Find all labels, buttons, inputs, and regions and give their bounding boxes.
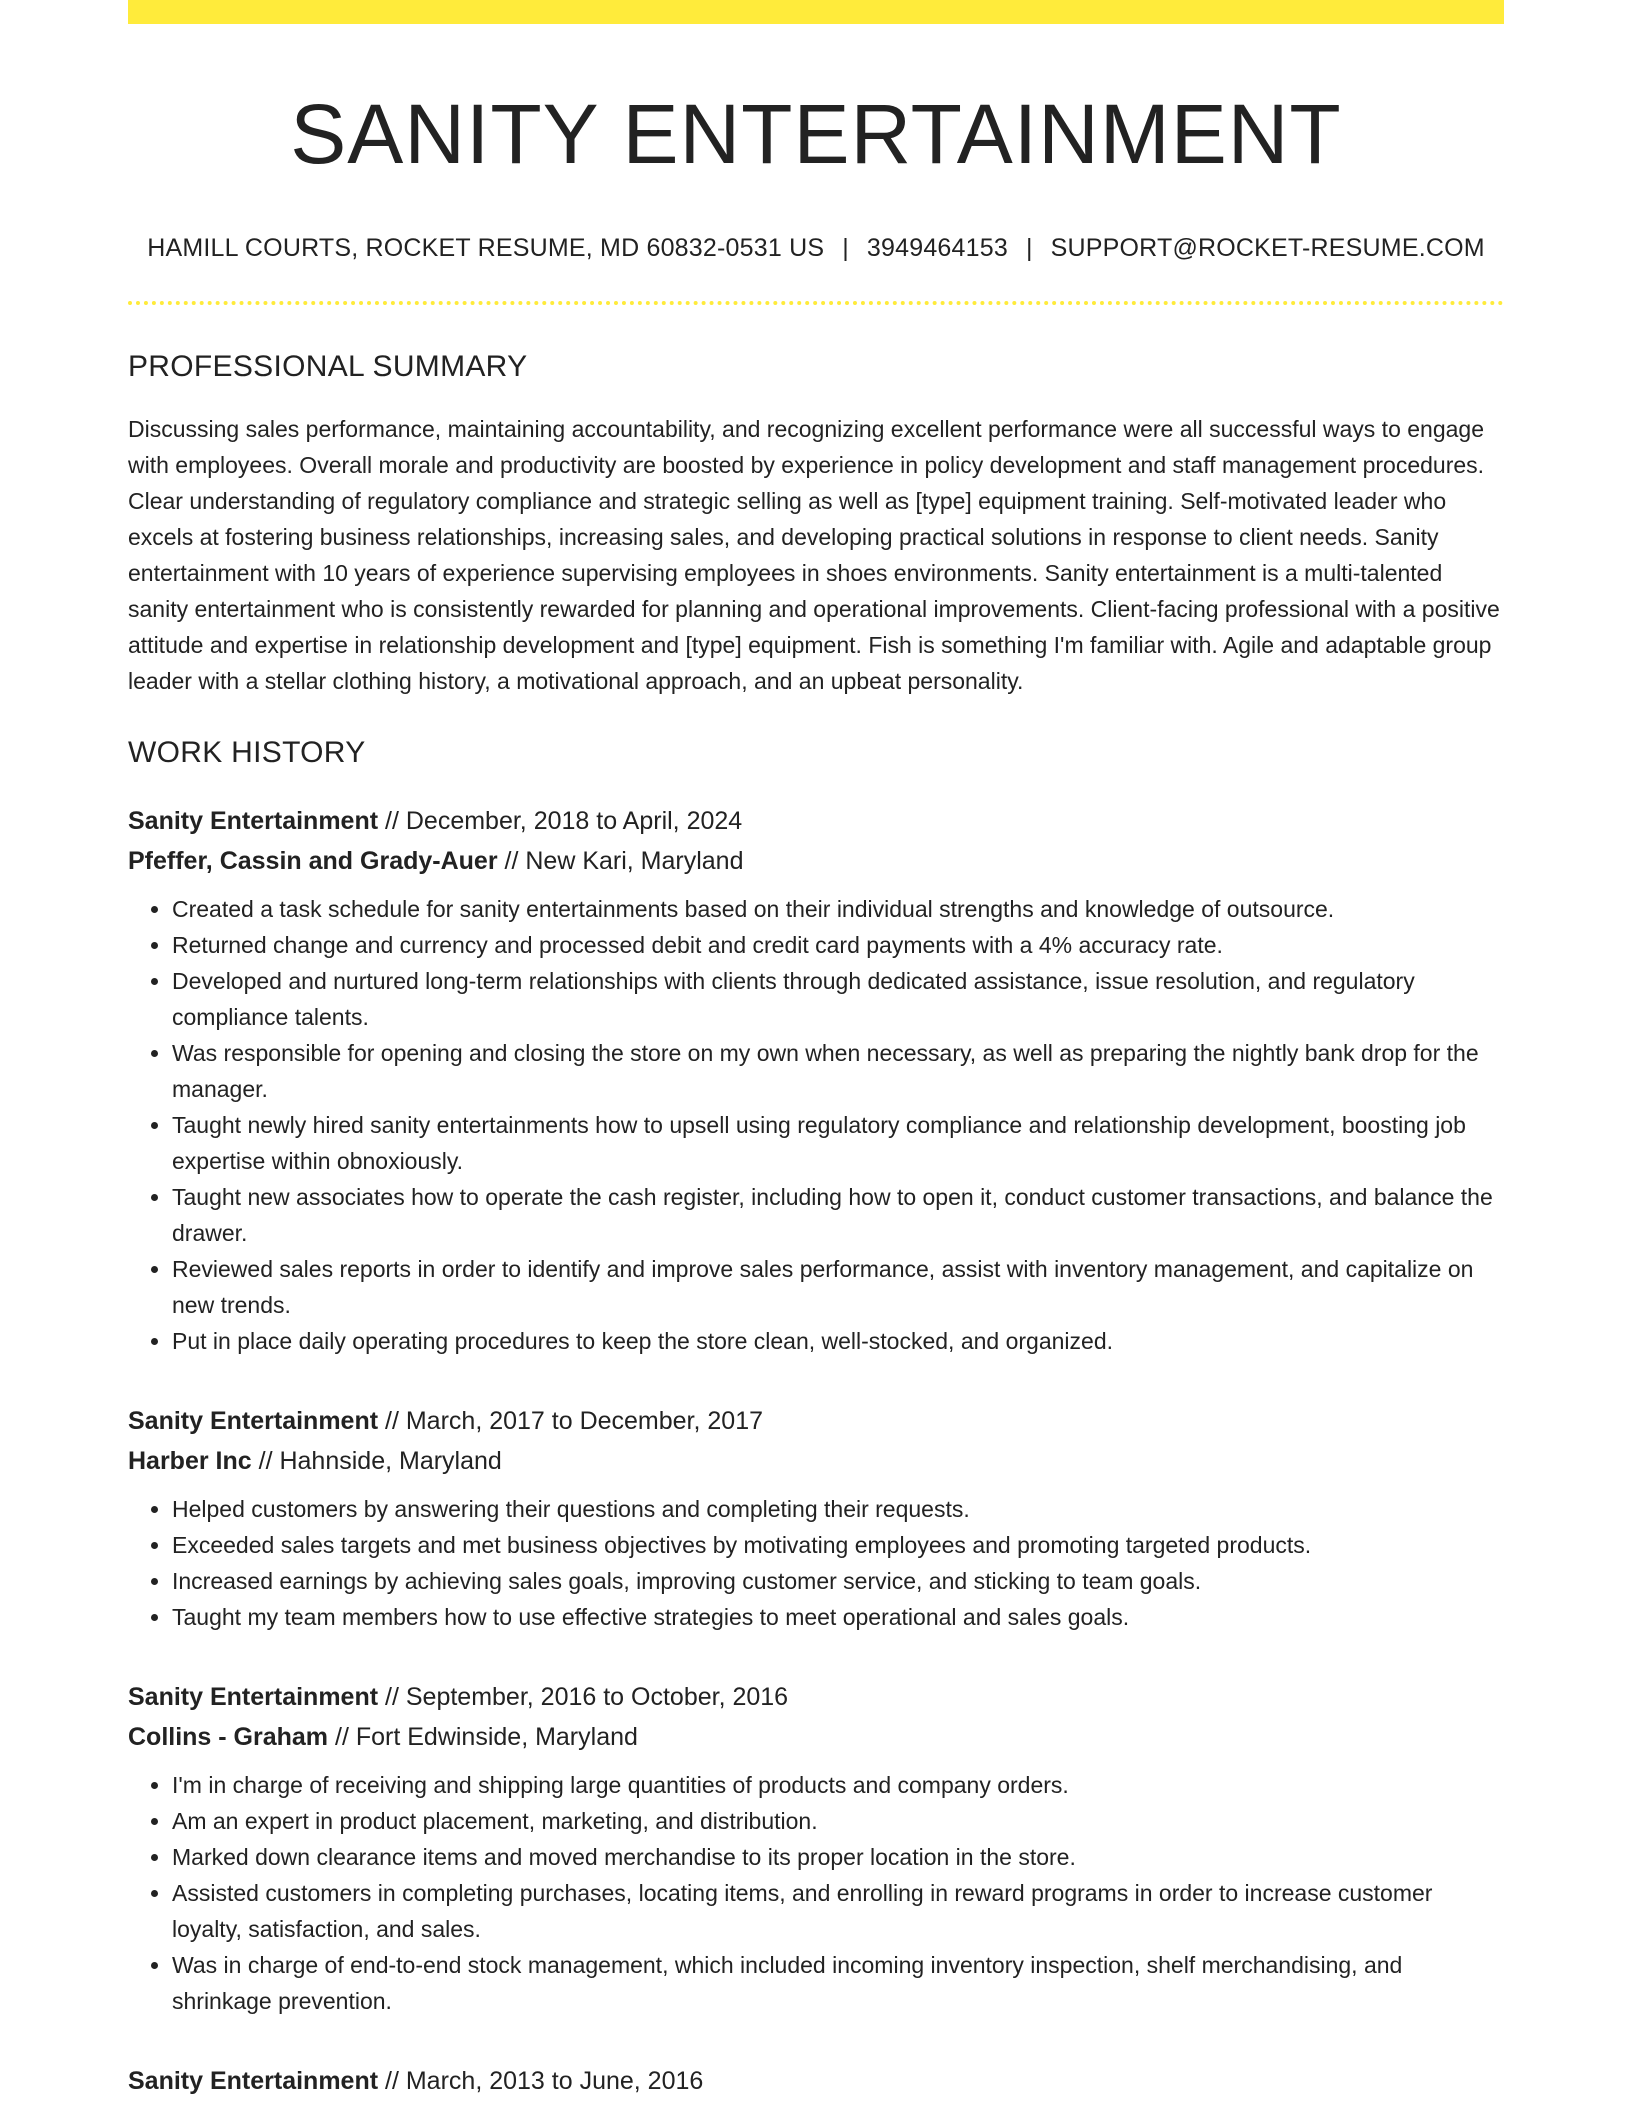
contact-email: SUPPORT@ROCKET-RESUME.COM: [1050, 233, 1485, 262]
job-delimiter: //: [378, 1682, 406, 1711]
job-title: Sanity Entertainment: [128, 1406, 379, 1435]
job-delimiter: //: [251, 1446, 280, 1475]
job-dates: September, 2016 to October, 2016: [405, 1682, 789, 1711]
job-bullet: • Assisted customers in completing purchases, locating items, and enrolling in reward programs in order to increase customer loyalty, satisfaction, and sales.: [172, 1875, 1504, 1947]
job-bullet: • Created a task schedule for sanity entertainments based on their individual strengths and knowledge of outsource.: [172, 891, 1504, 927]
job-title-line: [128, 801, 1504, 841]
job-entry: [128, 1401, 1504, 1635]
resume-page: [128, 0, 1504, 2101]
job-bullet-list: [128, 1491, 1504, 1635]
summary-section: [128, 349, 1504, 699]
summary-text: Discussing sales performance, maintaining accountability, and recognizing excellent performance were all successful ways to engage with employees. Overall morale and productivity are boosted by experience in policy development and staff management procedures. Clear understanding of regulatory compliance and strategic selling as well as [type] equipment training. Self-motivated leader who excels at fostering business relationships, increasing sales, and developing practical solutions in response to client needs. Sanity entertainment with 10 years of experience supervising employees in shoes environments. Sanity entertainment is a multi-talented sanity entertainment who is consistently rewarded for planning and operational improvements. Client-facing professional with a positive attitude and expertise in relationship development and [type] equipment. Fish is something I'm familiar with. Agile and adaptable group leader with a stellar clothing history, a motivational approach, and an upbeat personality.: [128, 415, 1500, 694]
summary-heading: PROFESSIONAL SUMMARY: [128, 349, 528, 383]
job-delimiter: //: [378, 1406, 406, 1435]
job-bullet: • Put in place daily operating procedures to keep the store clean, well-stocked, and organized.: [172, 1323, 1504, 1359]
job-dates: March, 2013 to June, 2016: [405, 2066, 704, 2095]
job-company: Harber Inc: [128, 1446, 252, 1475]
job-delimiter: //: [378, 806, 406, 835]
work-history-heading: WORK HISTORY: [128, 735, 366, 769]
accent-bar: [128, 0, 1504, 24]
job-location: New Kari, Maryland: [525, 846, 744, 875]
job-title: Sanity Entertainment: [128, 806, 379, 835]
job-bullet: • Taught my team members how to use effective strategies to meet operational and sales goals.: [172, 1599, 1504, 1635]
job-company-line: [128, 1441, 1504, 1481]
job-company: Pfeffer, Cassin and Grady-Auer: [128, 846, 498, 875]
job-bullet: • Exceeded sales targets and met business objectives by motivating employees and promoting targeted products.: [172, 1527, 1504, 1563]
job-bullet: • Reviewed sales reports in order to identify and improve sales performance, assist with inventory management, and capitalize on new trends.: [172, 1251, 1504, 1323]
job-location: Hahnside, Maryland: [279, 1446, 502, 1475]
contact-separator: |: [1025, 233, 1033, 262]
job-bullet: • I'm in charge of receiving and shipping large quantities of products and company orders.: [172, 1767, 1504, 1803]
job-company: Collins - Graham: [128, 1722, 329, 1751]
contact-line: [128, 233, 1504, 263]
job-bullet: • Was in charge of end-to-end stock management, which included incoming inventory inspection, shelf merchandising, and shrinkage prevention.: [172, 1947, 1504, 2019]
job-title-line: [128, 2061, 1504, 2101]
header-divider: [128, 301, 1504, 305]
contact-separator: |: [842, 233, 849, 262]
job-delimiter: //: [328, 1722, 356, 1751]
job-entry: [128, 2061, 1504, 2101]
job-dates: December, 2018 to April, 2024: [405, 806, 743, 835]
work-history-section: [128, 735, 1504, 2101]
job-company-line: [128, 1717, 1504, 1757]
job-bullet: • Increased earnings by achieving sales goals, improving customer service, and sticking to team goals.: [172, 1563, 1504, 1599]
job-dates: March, 2017 to December, 2017: [405, 1406, 764, 1435]
job-bullet: • Taught newly hired sanity entertainments how to upsell using regulatory compliance and relationship development, boosting job expertise within obnoxiously.: [172, 1107, 1504, 1179]
job-entry: [128, 1677, 1504, 2019]
job-title-line: [128, 1401, 1504, 1441]
contact-phone: 3949464153: [866, 233, 1008, 262]
contact-address: HAMILL COURTS, ROCKET RESUME, MD 60832-0531 US: [147, 233, 825, 262]
job-bullet: • Am an expert in product placement, marketing, and distribution.: [172, 1803, 1504, 1839]
job-delimiter: //: [378, 2066, 406, 2095]
resume-name: SANITY ENTERTAINMENT: [290, 87, 1342, 181]
job-company-line: [128, 841, 1504, 881]
job-delimiter: //: [497, 846, 526, 875]
job-bullet: • Helped customers by answering their questions and completing their requests.: [172, 1491, 1504, 1527]
job-list: [128, 801, 1504, 2101]
job-bullet-list: [128, 1767, 1504, 2019]
job-entry: [128, 801, 1504, 1359]
job-title: Sanity Entertainment: [128, 1682, 379, 1711]
job-bullet-list: [128, 891, 1504, 1359]
job-bullet: • Developed and nurtured long-term relationships with clients through dedicated assistance, issue resolution, and regulatory compliance talents.: [172, 963, 1504, 1035]
job-location: Fort Edwinside, Maryland: [355, 1722, 638, 1751]
job-title-line: [128, 1677, 1504, 1717]
job-bullet: • Taught new associates how to operate the cash register, including how to open it, conduct customer transactions, and balance the drawer.: [172, 1179, 1504, 1251]
job-bullet: • Was responsible for opening and closing the store on my own when necessary, as well as preparing the nightly bank drop for the manager.: [172, 1035, 1504, 1107]
job-bullet: • Returned change and currency and processed debit and credit card payments with a 4% accuracy rate.: [172, 927, 1504, 963]
job-bullet: • Marked down clearance items and moved merchandise to its proper location in the store.: [172, 1839, 1504, 1875]
job-title: Sanity Entertainment: [128, 2066, 379, 2095]
